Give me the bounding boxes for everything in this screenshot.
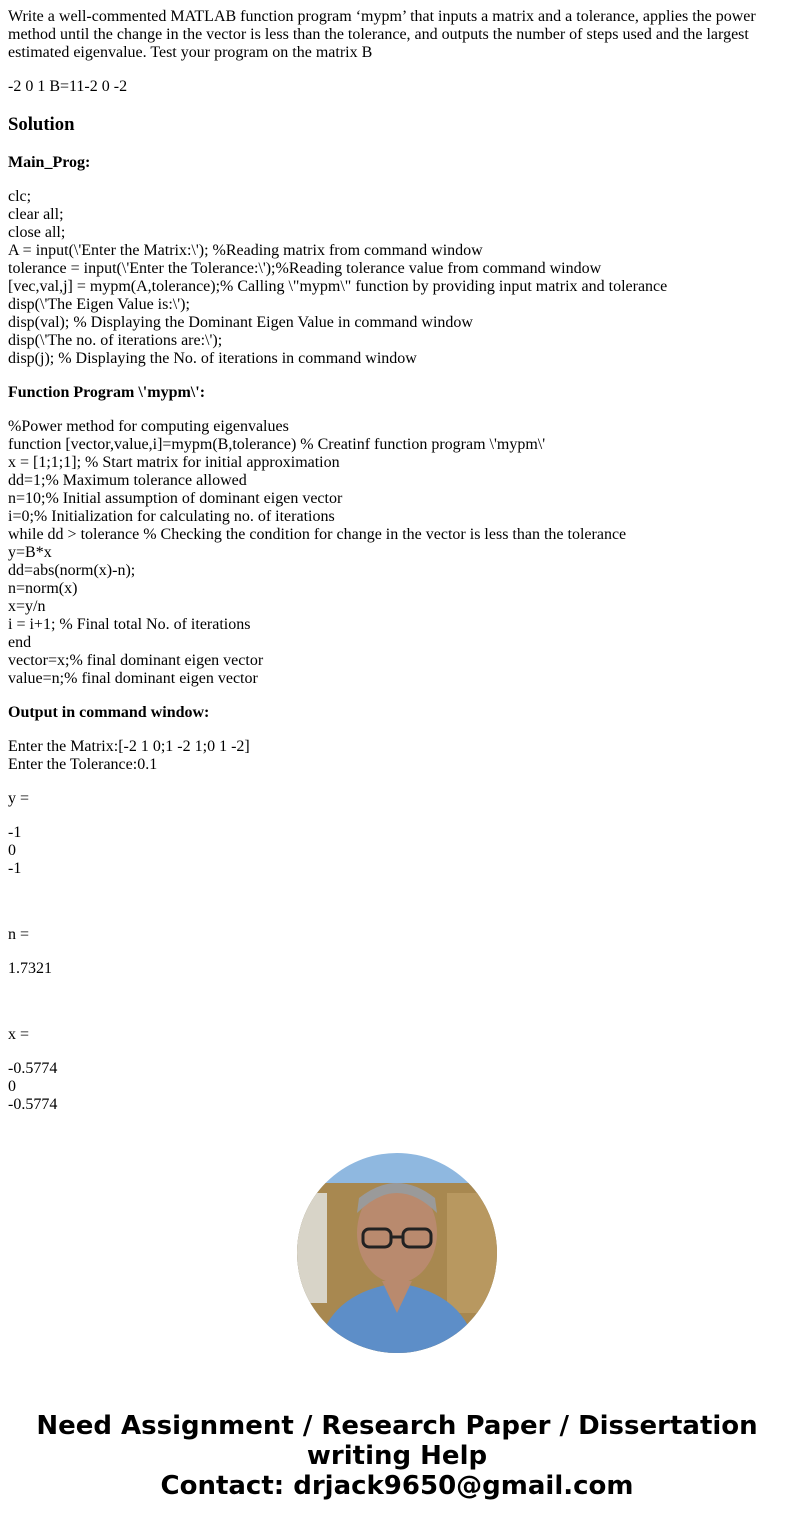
code-line: y=B*x — [8, 544, 52, 561]
code-line: while dd > tolerance % Checking the condition for change in the vector is less than the tolerance — [8, 526, 627, 543]
code-line: clc; — [8, 188, 32, 205]
code-line: clear all; — [8, 206, 64, 223]
footer-ad — [0, 1411, 794, 1501]
value-line: 0 — [8, 842, 16, 859]
footer-line: Need Assignment / Research Paper / Dissertation — [36, 1411, 758, 1441]
code-line: %Power method for computing eigenvalues — [8, 418, 289, 435]
solution-heading: Solution — [8, 114, 75, 135]
value-line: -0.5774 — [8, 1096, 58, 1113]
output-input — [8, 738, 786, 774]
footer-contact: Contact: drjack9650@gmail.com — [160, 1471, 634, 1501]
code-line: close all; — [8, 224, 66, 241]
x-label: x = — [8, 1026, 30, 1043]
code-line: x=y/n — [8, 598, 46, 615]
x-values — [8, 1060, 786, 1114]
n-label: n = — [8, 926, 30, 943]
y-values — [8, 824, 786, 878]
value-line: -0.5774 — [8, 1060, 58, 1077]
author-avatar — [297, 1153, 497, 1353]
matrix-line: -2 0 1 B=11-2 0 -2 — [8, 78, 128, 95]
value-line: -1 — [8, 824, 22, 841]
output-line: Enter the Matrix:[-2 1 0;1 -2 1;0 1 -2] — [8, 738, 250, 755]
y-label: y = — [8, 790, 30, 807]
code-line: tolerance = input(\'Enter the Tolerance:\');%Reading tolerance value from command window — [8, 260, 602, 277]
code-line: end — [8, 634, 32, 651]
code-line: n=10;% Initial assumption of dominant eigen vector — [8, 490, 343, 507]
code-line: vector=x;% final dominant eigen vector — [8, 652, 264, 669]
function-code — [8, 418, 786, 688]
code-line: disp(\'The Eigen Value is:\'); — [8, 296, 190, 313]
code-line: dd=abs(norm(x)-n); — [8, 562, 136, 579]
code-line: i = i+1; % Final total No. of iterations — [8, 616, 251, 633]
code-line: disp(val); % Displaying the Dominant Eigen Value in command window — [8, 314, 473, 331]
code-line: [vec,val,j] = mypm(A,tolerance);% Calling \"mypm\" function by providing input matrix and tolerance — [8, 278, 668, 295]
n-value: 1.7321 — [8, 960, 52, 977]
code-line: n=norm(x) — [8, 580, 78, 597]
output-line: Enter the Tolerance:0.1 — [8, 756, 158, 773]
main-code — [8, 188, 786, 368]
code-line: x = [1;1;1]; % Start matrix for initial approximation — [8, 454, 340, 471]
code-line: disp(j); % Displaying the No. of iterations in command window — [8, 350, 417, 367]
footer-line: writing Help — [306, 1441, 488, 1471]
main-prog-heading: Main_Prog: — [8, 154, 91, 171]
code-line: value=n;% final dominant eigen vector — [8, 670, 258, 687]
output-heading: Output in command window: — [8, 704, 210, 721]
code-line: dd=1;% Maximum tolerance allowed — [8, 472, 247, 489]
function-heading: Function Program \'mypm\': — [8, 384, 206, 401]
question-text: Write a well-commented MATLAB function program ‘mypm’ that inputs a matrix and a tolerance, applies the power method until the change in the vector is less than the tolerance, and outputs the number of steps used and the largest estimated eigenvalue. Test your program on the matrix B — [8, 8, 756, 61]
code-line: i=0;% Initialization for calculating no. of iterations — [8, 508, 335, 525]
code-line: disp(\'The no. of iterations are:\'); — [8, 332, 223, 349]
code-line: A = input(\'Enter the Matrix:\'); %Reading matrix from command window — [8, 242, 483, 259]
value-line: -1 — [8, 860, 22, 877]
code-line: function [vector,value,i]=mypm(B,tolerance) % Creatinf function program \'mypm\' — [8, 436, 546, 453]
value-line: 0 — [8, 1078, 16, 1095]
